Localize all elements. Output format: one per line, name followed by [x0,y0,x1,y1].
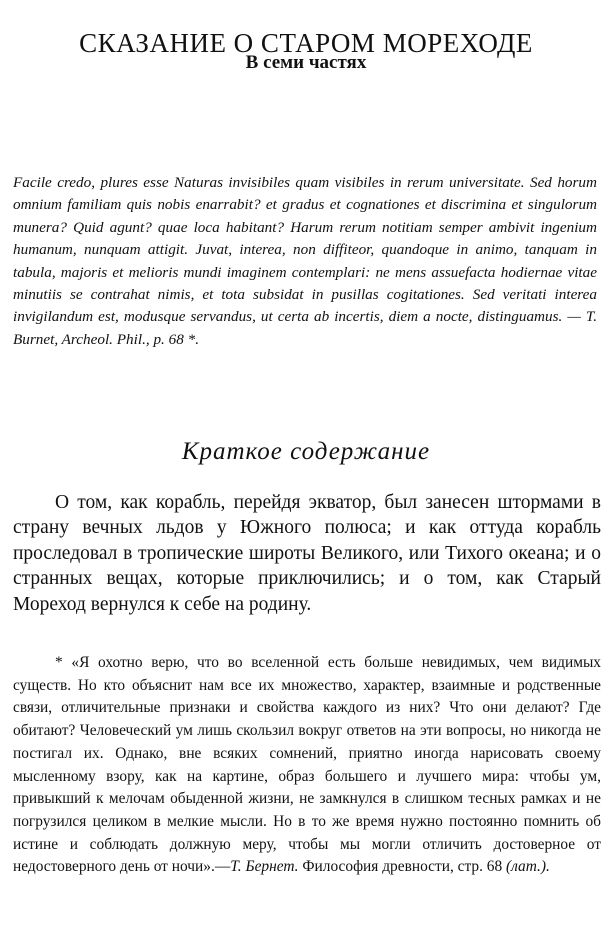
page-subtitle: В семи частях [245,52,367,73]
summary-heading: Краткое содержание [181,438,431,465]
footnote-source: Философия древности, стр. 68 [302,858,503,876]
latin-epigraph [13,172,597,351]
epigraph-attribution: — T. Burnet, Archeol. Phil., p. 68 *. [13,308,597,348]
footnote-text: * «Я охотно верю, что во вселенной есть больше невидимых, чем видимых существ. Но кто объяснит нам все их множество, характер, взаимные и родственные связи, отличительные признаки и свойства каждого из них? Что они делают? Где обитают? Человеческий ум лишь скользил вокруг ответов на эти вопросы, но никогда не постигал их. Однако, вне всяких сомнений, приятно иногда нарисовать своему мысленному взору, как на картине, образ большего и лучшего мира: чтобы ум, привыкший к мелочам обыденной жизни, не замкнулся в слишком тесных рамках и не погрузился целиком в мелкие мысли. Но в то же время нужно постоянно помнить об истине и соблюдать должную меру, чтобы мы могли отличить достоверное от недостоверного день от ночи».— [13,654,601,876]
footnote-language: (лат.). [506,858,550,876]
footnote-author: Т. Бернет. [230,858,299,876]
summary-paragraph: О том, как корабль, перейдя экватор, был занесен штормами в страну вечных льдов у Южного полюса; и как оттуда корабль проследовал в тропические широты Великого, или Тихого океана; и о странных вещах, которые приключились; и о том, как Старый Мореход вернулся к себе на родину. [13,492,601,615]
epigraph-text: Facile credo, plures esse Naturas invisibiles quam visibiles in rerum universitate. Sed horum omnium familiam quis nobis enarrabit? et gradus et cognationes et discrimina et singulorum munera? Quid agunt? quae loca habitant? Harum rerum notitiam semper ambivit ingenium humanum, nunquam attigit. Juvat, interea, non diffiteor, quandoque in animo, tanquam in tabula, majoris et melioris mundi imaginem contemplari: ne mens assuefacta hodiernae vitae minutiis se contrahat nimis, et tota subsidat in pusillas cogitationes. Sed veritati interea invigilandum est, modusque servandus, ut certa ab incertis, diem a nocte, distinguamus. [13,174,597,326]
footnote [13,652,601,879]
page-title: СКАЗАНИЕ О СТАРОМ МОРЕХОДЕ [79,28,533,59]
